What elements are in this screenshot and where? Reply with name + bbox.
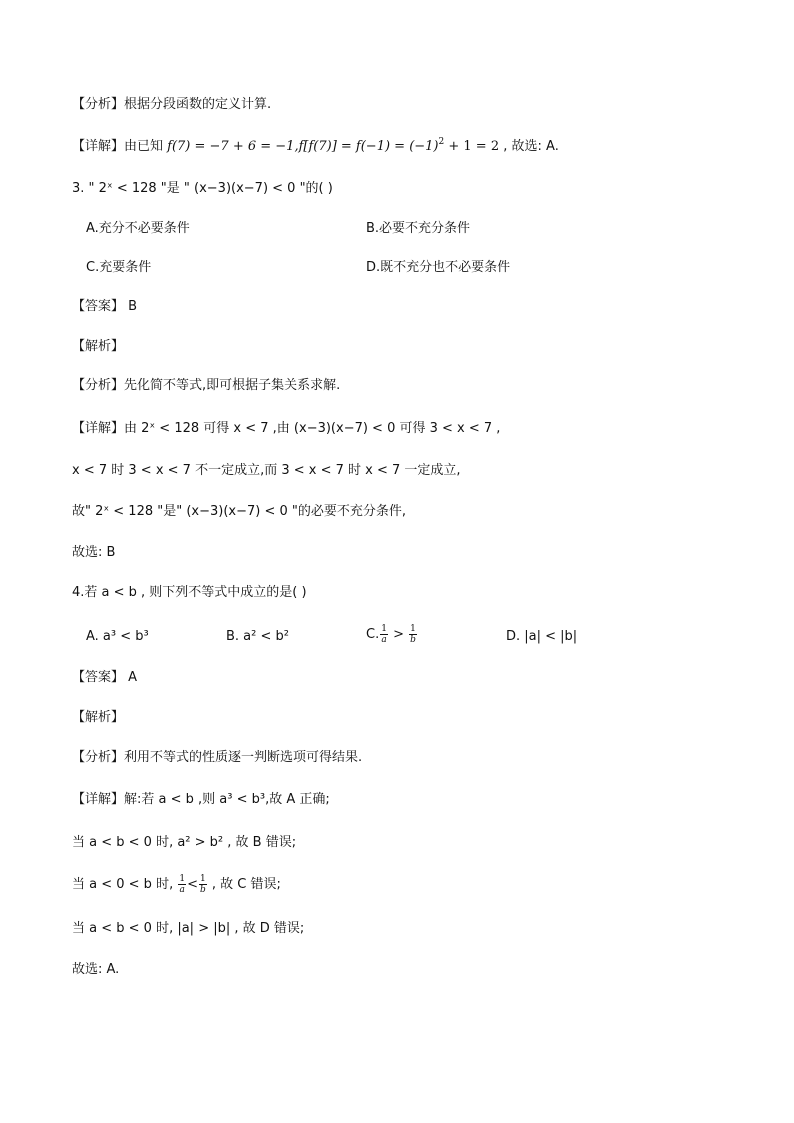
- question-4-stem: 4.若 a < b , 则下列不等式中成立的是( ): [72, 585, 307, 600]
- q3-option-c: C.充要条件: [86, 260, 152, 275]
- fraction-one-over-b: $\frac{1}{b}$: [410, 624, 416, 645]
- question-3-stem: 3. " 2ˣ < 128 "是 " (x−3)(x−7) < 0 "的( ): [72, 181, 333, 196]
- q4-detail-2: 当 a < b < 0 时, a² > b² , 故 B 错误;: [72, 835, 297, 850]
- q4-detail-3: [72, 874, 281, 895]
- less-than-sign: <: [187, 877, 198, 892]
- q4-option-c: [366, 624, 418, 645]
- q4-selection: 故选: A.: [72, 962, 120, 977]
- q3-analysis: 【分析】先化简不等式,即可根据子集关系求解.: [72, 378, 341, 393]
- detail-line-q2: [72, 138, 559, 156]
- q3-detail-3: 故" 2ˣ < 128 "是" (x−3)(x−7) < 0 "的必要不充分条件,: [72, 504, 407, 519]
- q4-detail-4: 当 a < b < 0 时, |a| > |b| , 故 D 错误;: [72, 921, 305, 936]
- q3-option-a: A.充分不必要条件: [86, 221, 190, 236]
- detail-math-tail: + 1 = 2: [444, 139, 500, 154]
- q3-detail-1: 【详解】由 2ˣ < 128 可得 x < 7 ,由 (x−3)(x−7) < 0 可得 3 < x < 7 ,: [72, 421, 501, 436]
- detail-exponent: 2: [438, 137, 445, 147]
- q4-option-c-prefix: C.: [366, 627, 380, 642]
- q4-answer: 【答案】 A: [72, 670, 138, 685]
- q4-option-a: A. a³ < b³: [86, 629, 149, 644]
- detail-prefix: 【详解】由已知: [72, 139, 164, 154]
- detail-suffix: , 故选: A.: [503, 139, 559, 154]
- q4-detail-3-suffix: , 故 C 错误;: [207, 877, 281, 892]
- q4-analysis: 【分析】利用不等式的性质逐一判断选项可得结果.: [72, 750, 363, 765]
- q4-jiexi-heading: 【解析】: [72, 710, 125, 725]
- q3-option-b: B.必要不充分条件: [366, 221, 471, 236]
- q4-option-b: B. a² < b²: [226, 629, 289, 644]
- fraction-one-over-a: $\frac{1}{a}$: [381, 624, 387, 645]
- greater-than-sign: >: [388, 627, 409, 642]
- q3-answer: 【答案】 B: [72, 299, 138, 314]
- q4-detail-1: 【详解】解:若 a < b ,则 a³ < b³,故 A 正确;: [72, 792, 330, 807]
- q4-option-d: D. |a| < |b|: [506, 629, 578, 644]
- fraction-one-over-b: $\frac{1}{b}$: [199, 874, 206, 895]
- q4-detail-3-prefix: 当 a < 0 < b 时,: [72, 877, 178, 892]
- fraction-one-over-a: $\frac{1}{a}$: [179, 874, 186, 895]
- q3-option-d: D.既不充分也不必要条件: [366, 260, 511, 275]
- q3-jiexi-heading: 【解析】: [72, 339, 125, 354]
- q3-detail-2: x < 7 时 3 < x < 7 不一定成立,而 3 < x < 7 时 x < 7 一定成立,: [72, 463, 461, 478]
- analysis-line-q2: 【分析】根据分段函数的定义计算.: [72, 97, 272, 112]
- detail-math: f(7) = −7 + 6 = −1,f[f(7)] = f(−1) = (−1): [167, 139, 439, 154]
- q3-selection: 故选: B: [72, 545, 116, 560]
